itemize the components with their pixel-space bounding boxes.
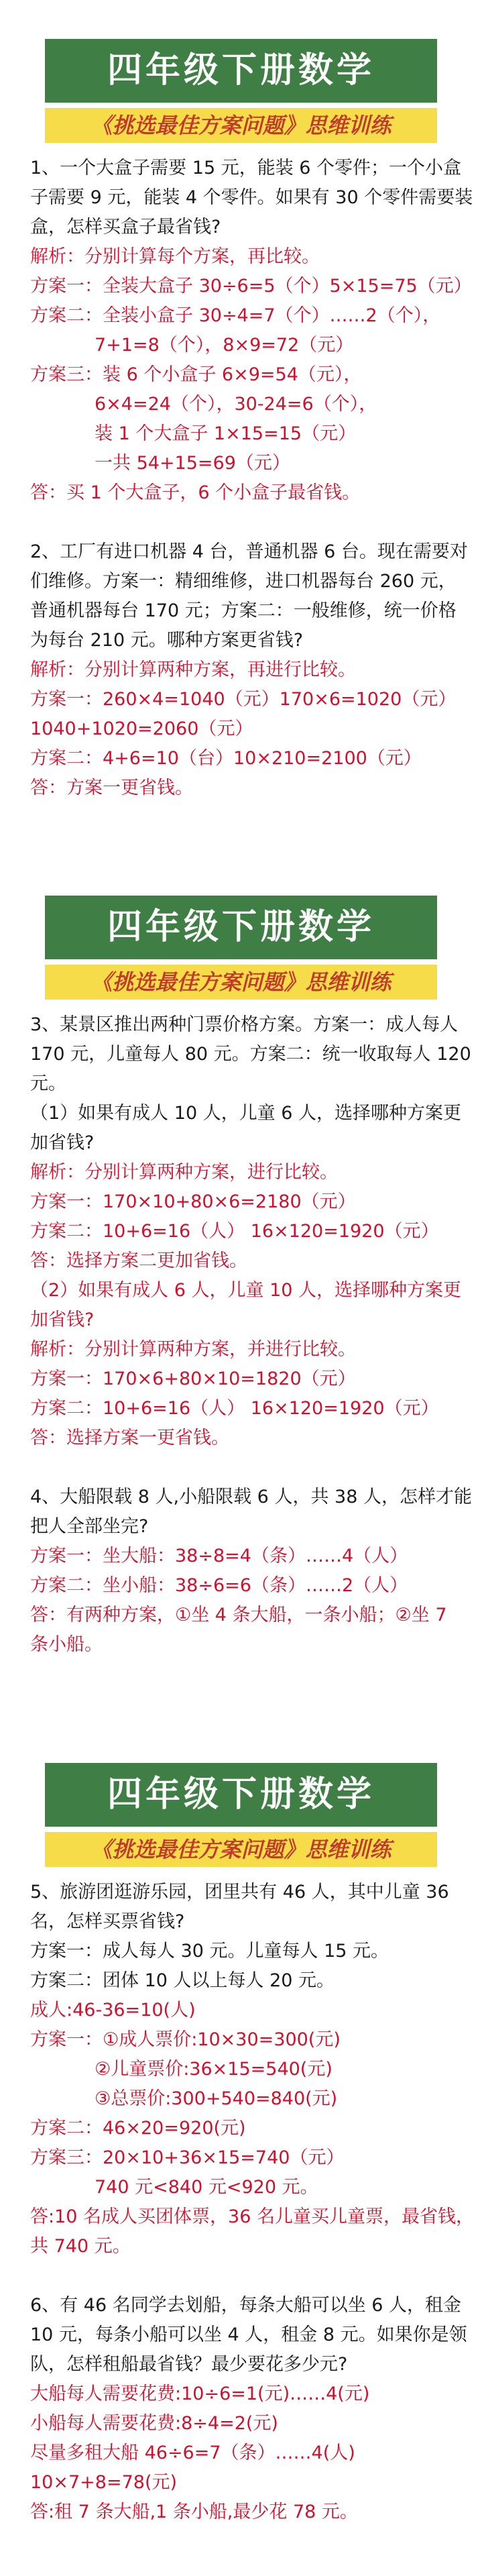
solution-line: 10×7+8=78(元) — [30, 2472, 178, 2493]
problem-text: 10 元，每条小船可以坐 4 人，租金 8 元。如果你是领 — [30, 2324, 467, 2345]
answer-text: 条小船。 — [30, 1634, 103, 1655]
problem-text: 2、工厂有进口机器 4 台，普通机器 6 台。现在需要对 — [30, 541, 468, 562]
section-2 — [0, 896, 482, 1660]
question-text: （2）如果有成人 6 人，儿童 10 人，选择哪种方案更 — [30, 1280, 462, 1301]
section-1 — [0, 39, 482, 803]
solution-line: ②儿童票价:36×15=540(元) — [95, 2059, 333, 2080]
solution-line: 740 元<840 元<920 元。 — [95, 2177, 318, 2198]
problem-text: 5、旅游团逛游乐园，团里共有 46 人，其中儿童 36 — [30, 1882, 449, 1902]
problem-text: 为每台 210 元。哪种方案更省钱? — [30, 630, 304, 651]
section-body — [30, 1878, 474, 2527]
solution-line: 方案一：全装大盒子 30÷6=5（个）5×15=75（元） — [30, 276, 472, 297]
problem-text: 普通机器每台 170 元；方案二：一般维修，统一价格 — [30, 600, 457, 621]
answer-text: 答:10 名成人买团体票，36 名儿童买儿童票，最省钱， — [30, 2206, 474, 2227]
question-text: （1）如果有成人 10 人，儿童 6 人，选择哪种方案更 — [30, 1103, 462, 1124]
analysis-text: 解析：分别计算两种方案，再进行比较。 — [30, 659, 356, 680]
solution-line: ③总票价:300+540=840(元) — [95, 2088, 338, 2109]
analysis-text: 解析：分别计算两种方案，并进行比较。 — [30, 1339, 356, 1360]
answer-text: 答：选择方案一更省钱。 — [30, 1428, 229, 1448]
answer-text: 答：方案一更省钱。 — [30, 777, 193, 798]
section-banner: 四年级下册数学 — [45, 896, 437, 959]
problem-text: 方案二：团体 10 人以上每人 20 元。 — [30, 1970, 335, 1991]
answer-text: 共 740 元。 — [30, 2236, 131, 2257]
solution-line: 方案一：坐大船：38÷8=4（条）……4（人） — [30, 1546, 408, 1566]
answer-text: 答：有两种方案，①坐 4 条大船，一条小船；②坐 7 — [30, 1605, 447, 1625]
solution-line: 一共 54+15=69（元） — [95, 453, 290, 474]
section-subtitle: 《挑选最佳方案问题》思维训练 — [45, 1832, 437, 1867]
analysis-text: 解析：分别计算两种方案，进行比较。 — [30, 1162, 338, 1183]
solution-line: 7+1=8（个），8×9=72（元） — [95, 335, 354, 356]
solution-line: 方案二：10+6=16（人） 16×120=1920（元） — [30, 1221, 439, 1242]
solution-line: 6×4=24（个），30-24=6（个）， — [95, 394, 377, 415]
problem-text: 4、大船限载 8 人,小船限载 6 人，共 38 人，怎样才能 — [30, 1487, 472, 1507]
answer-text: 答：选择方案二更加省钱。 — [30, 1250, 247, 1271]
spacer — [30, 2261, 459, 2291]
solution-line: 方案三：20×10+36×15=740（元） — [30, 2147, 345, 2168]
problem-text: 170 元，儿童每人 80 元。方案二：统一收取每人 120 — [30, 1044, 471, 1065]
spacer — [30, 508, 459, 537]
spacer — [30, 1453, 459, 1483]
problem-text: 元。 — [30, 1073, 66, 1094]
answer-text: 答:租 7 条大船,1 条小船,最少花 78 元。 — [30, 2502, 358, 2522]
section-body — [30, 1010, 472, 1660]
solution-line: 方案二：坐小船：38÷6=6（条）……2（人） — [30, 1575, 408, 1596]
question-text: 加省钱? — [30, 1309, 95, 1330]
section-subtitle: 《挑选最佳方案问题》思维训练 — [45, 108, 437, 143]
question-text: 加省钱? — [30, 1132, 95, 1153]
solution-line: 方案二：4+6=10（台）10×210=2100（元） — [30, 748, 422, 769]
solution-line: 成人:46-36=10(人) — [30, 2000, 196, 2021]
solution-line: 方案二：全装小盒子 30÷4=7（个）……2（个）， — [30, 305, 441, 326]
section-3 — [0, 1763, 482, 2527]
problem-text: 6、有 46 名同学去划船，每条大船可以坐 6 人，租金 — [30, 2295, 462, 2316]
problem-text: 方案一：成人每人 30 元。儿童每人 15 元。 — [30, 1941, 389, 1962]
solution-line: 方案二：10+6=16（人） 16×120=1920（元） — [30, 1398, 439, 1419]
problem-text: 队，怎样租船最省钱？最少要花多少元? — [30, 2354, 348, 2375]
section-banner: 四年级下册数学 — [45, 39, 437, 103]
solution-line: 方案一：①成人票价:10×30=300(元) — [30, 2029, 341, 2050]
problem-text: 子需要 9 元，能装 4 个零件。如果有 30 个零件需要装 — [30, 187, 473, 208]
problem-text: 3、某景区推出两种门票价格方案。方案一：成人每人 — [30, 1014, 459, 1035]
solution-line: 方案三：装 6 个小盒子 6×9=54（元）， — [30, 364, 362, 385]
solution-line: 装 1 个大盒子 1×15=15（元） — [95, 423, 357, 444]
problem-text: 们维修。方案一：精细维修，进口机器每台 260 元， — [30, 571, 457, 592]
solution-line: 大船每人需要花费:10÷6=1(元)……4(元) — [30, 2383, 370, 2404]
solution-line: 小船每人需要花费:8÷4=2(元) — [30, 2413, 278, 2434]
section-banner: 四年级下册数学 — [45, 1763, 437, 1827]
solution-line: 尽量多租大船 46÷6=7（条）……4(人) — [30, 2443, 355, 2463]
solution-line: 方案一：170×6+80×10=1820（元） — [30, 1368, 356, 1389]
analysis-text: 解析：分别计算每个方案，再比较。 — [30, 246, 320, 267]
problem-text: 把人全部坐完? — [30, 1516, 149, 1537]
solution-line: 方案二：46×20=920(元) — [30, 2118, 246, 2139]
answer-text: 答：买 1 个大盒子，6 个小盒子最省钱。 — [30, 482, 361, 503]
section-body — [30, 154, 473, 803]
solution-line: 方案一：170×10+80×6=2180（元） — [30, 1191, 356, 1212]
solution-line: 1040+1020=2060（元） — [30, 718, 253, 739]
problem-text: 名，怎样买票省钱? — [30, 1911, 185, 1932]
solution-line: 方案一：260×4=1040（元）170×6=1020（元） — [30, 689, 457, 710]
problem-text: 盒，怎样买盒子最省钱? — [30, 217, 221, 237]
problem-text: 1、一个大盒子需要 15 元，能装 6 个零件；一个小盒 — [30, 158, 462, 178]
section-subtitle: 《挑选最佳方案问题》思维训练 — [45, 965, 437, 1000]
